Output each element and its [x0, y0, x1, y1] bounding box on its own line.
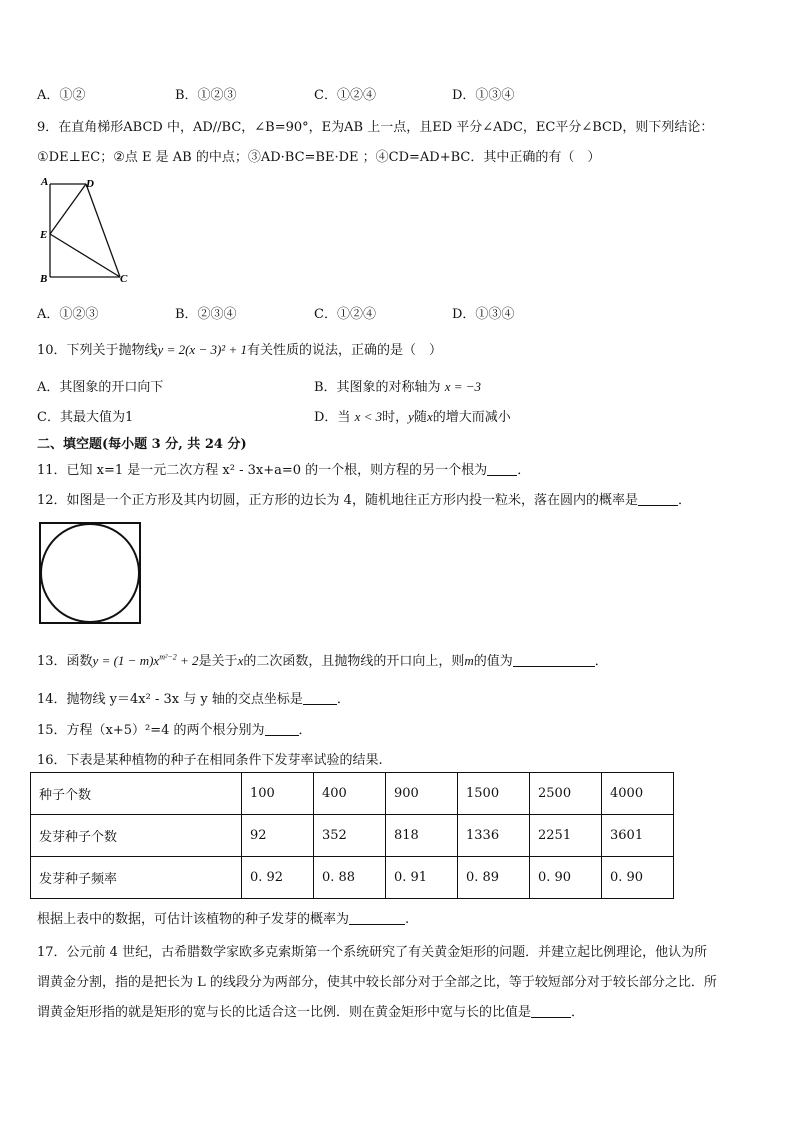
q10-option-d-y: y	[408, 409, 414, 424]
q12	[37, 489, 691, 508]
q15	[37, 719, 312, 738]
q13-mid: 是关于	[198, 654, 238, 669]
table-cell: 92	[242, 815, 314, 857]
q16-period: .	[405, 912, 410, 927]
q13-answer-blank[interactable]	[513, 654, 595, 667]
q14-text: 14．抛物线 y＝4x² - 3x 与 y 轴的交点坐标是	[37, 692, 303, 707]
q17-period: ．	[571, 1005, 585, 1020]
table-row-label: 种子个数	[31, 773, 242, 815]
q10-option-b-formula: x = −3	[444, 379, 482, 394]
q13	[37, 650, 608, 669]
q14-period: ．	[336, 692, 350, 707]
q12-text: 12．如图是一个正方形及其内切圆，正方形的边长为 4，随机地往正方形内投一粒米，落在圆内的概率是	[37, 493, 638, 508]
q13-formula-tail: + 2	[176, 653, 199, 668]
q9-option-b: B．②③④	[175, 307, 237, 322]
q9-conclusions: ①DE⊥EC；②点 E 是 AB 的中点；③AD·BC=BE·DE ；④CD=AD+BC．其中正确的有（ ）	[37, 150, 601, 165]
q9-option-d: D．①③④	[452, 307, 515, 322]
q10-option-c: C．其最大值为1	[37, 410, 134, 425]
q10-option-d-cond: x < 3	[354, 409, 383, 424]
label-e: E	[40, 229, 48, 241]
q10-option-d	[314, 406, 511, 425]
table-cell: 0. 90	[602, 857, 674, 899]
q10-option-d-mid: 时，	[382, 410, 409, 425]
table-row	[31, 773, 674, 815]
label-d: D	[86, 178, 94, 190]
table-row-label: 发芽种子频率	[31, 857, 242, 899]
q10-option-d-prefix: D．当	[314, 410, 351, 425]
q10-stem	[37, 339, 442, 358]
q10-option-d-mid2: 随	[413, 410, 427, 425]
q9-option-c: C．①②④	[314, 307, 376, 322]
q16-intro: 16．下表是某种植物的种子在相同条件下发芽率试验的结果.	[37, 753, 383, 768]
table-row	[31, 815, 674, 857]
table-cell: 0. 88	[314, 857, 386, 899]
q12-period: ．	[677, 493, 691, 508]
table-cell: 400	[314, 773, 386, 815]
seed-germination-table	[30, 772, 674, 899]
table-cell: 900	[386, 773, 458, 815]
q9-stem: 9．在直角梯形ABCD 中，AD//BC，∠B=90°，E为AB 上一点，且ED 平分∠ADC，EC平分∠BCD，则下列结论：	[37, 120, 714, 135]
q10-option-d-suffix: 的增大而减小	[432, 410, 511, 425]
q9-trapezoid-figure	[36, 172, 136, 288]
q15-answer-blank[interactable]	[265, 723, 299, 736]
q13-mid2: 的二次函数，且抛物线的开口向上，则	[243, 654, 465, 669]
table-cell: 3601	[602, 815, 674, 857]
q10-prefix: 10．下列关于抛物线	[37, 343, 158, 358]
table-cell: 0. 91	[386, 857, 458, 899]
label-a: A	[41, 176, 49, 188]
q11-answer-blank[interactable]	[487, 463, 517, 476]
table-cell: 2500	[530, 773, 602, 815]
q8-option-b: B．①②③	[175, 88, 237, 103]
table-cell: 0. 89	[458, 857, 530, 899]
q10-formula: y = 2(x − 3)² + 1	[157, 342, 247, 357]
q13-prefix: 13．函数	[37, 654, 93, 669]
q16-question-text: 根据上表中的数据，可估计该植物的种子发芽的概率为	[37, 912, 350, 927]
q13-suffix: 的值为	[473, 654, 513, 669]
table-cell: 0. 90	[530, 857, 602, 899]
section-2-heading: 二、填空题(每小题 3 分, 共 24 分)	[37, 437, 247, 452]
table-cell: 1500	[458, 773, 530, 815]
q8-option-c: C．①②④	[314, 88, 376, 103]
q9-option-a: A．①②③	[37, 307, 99, 322]
square-inscribed-circle-figure	[38, 521, 144, 627]
table-row	[31, 857, 674, 899]
q13-period: ．	[594, 654, 608, 669]
q8-option-d: D．①③④	[452, 88, 515, 103]
q14	[37, 688, 350, 707]
table-cell: 2251	[530, 815, 602, 857]
table-cell: 0. 92	[242, 857, 314, 899]
table-cell: 4000	[602, 773, 674, 815]
q13-m: m	[464, 653, 474, 668]
table-cell: 1336	[458, 815, 530, 857]
q10-option-b-text: B．其图象的对称轴为	[314, 380, 441, 395]
q10-option-a: A．其图象的开口向下	[37, 380, 164, 395]
q11	[37, 459, 530, 478]
q17-line-3-text: 谓黄金矩形指的就是矩形的宽与长的比适合这一比例．则在黄金矩形中宽与长的比值是	[37, 1005, 532, 1020]
q17-line-1: 17．公元前 4 世纪，古希腊数学家欧多克索斯第一个系统研究了有关黄金矩形的问题．并建立起比例理论，他认为所	[37, 945, 708, 960]
q11-text: 11．已知 x=1 是一元二次方程 x² - 3x+a=0 的一个根，则方程的另一个根为	[37, 463, 488, 478]
q11-period: ．	[517, 463, 531, 478]
table-row-label: 发芽种子个数	[31, 815, 242, 857]
q10-option-d-x: x	[426, 409, 433, 424]
q8-option-a: A．①②	[37, 88, 86, 103]
q12-answer-blank[interactable]	[638, 493, 678, 506]
q10-suffix: 有关性质的说法，正确的是（ ）	[246, 343, 442, 358]
table-cell: 818	[386, 815, 458, 857]
q17-answer-blank[interactable]	[531, 1005, 571, 1018]
q10-option-b	[314, 376, 481, 395]
q16-answer-blank[interactable]	[349, 912, 405, 925]
label-c: C	[120, 273, 128, 285]
q17-line-2: 谓黄金分割，指的是把长为 L 的线段分为两部分，使其中较长部分对于全部之比，等于较短部分对于较长部分之比．所	[37, 975, 717, 990]
table-cell: 352	[314, 815, 386, 857]
q13-formula: y = (1 − m)x	[92, 653, 160, 668]
q17-line-3	[37, 1001, 584, 1020]
q15-text: 15．方程（x+5）²=4 的两个根分别为	[37, 723, 265, 738]
table-cell: 100	[242, 773, 314, 815]
q16-question	[37, 908, 409, 927]
label-b: B	[40, 273, 48, 285]
q13-x: x	[237, 653, 244, 668]
q13-exponent: m²−2	[159, 652, 177, 662]
q15-period: ．	[298, 723, 312, 738]
q14-answer-blank[interactable]	[303, 692, 337, 705]
